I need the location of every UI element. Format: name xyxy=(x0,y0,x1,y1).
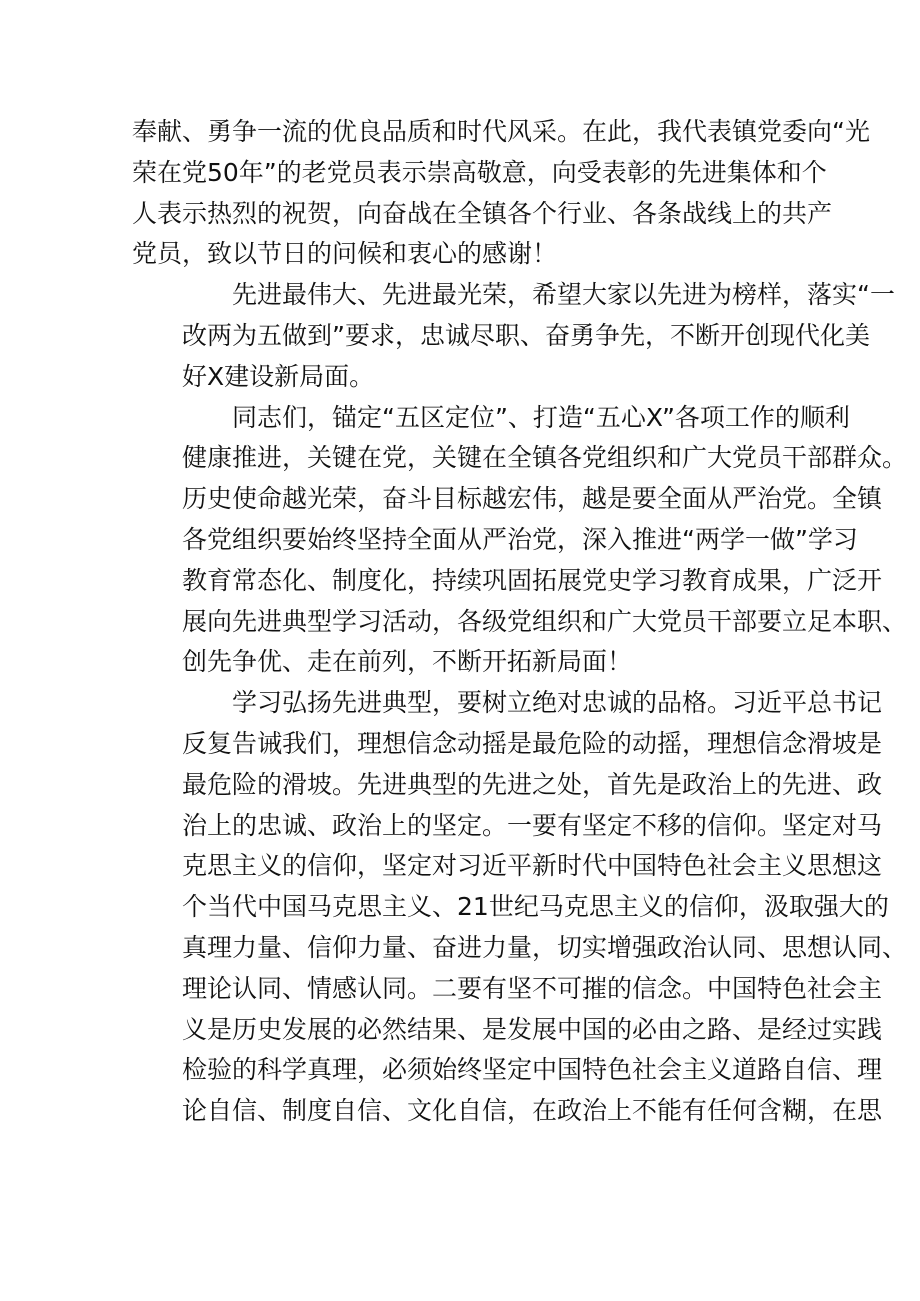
paragraph-1 xyxy=(132,112,870,275)
text-line: 论自信、制度自信、文化自信，在政治上不能有任何含糊，在思 xyxy=(182,1096,883,1126)
text-line: 反复告诫我们，理想信念动摇是最危险的动摇，理想信念滑坡是 xyxy=(182,728,883,758)
text-line: 学习弘扬先进典型，要树立绝对忠诚的品格。习近平总书记 xyxy=(232,688,883,718)
text-line: 同志们，锚定“五区定位”、打造“五心X”各项工作的顺利 xyxy=(232,402,850,432)
text-line: 健康推进，关键在党，关键在全镇各党组织和广大党员干部群众。 xyxy=(182,443,908,473)
text-line: 教育常态化、制度化，持续巩固拓展党史学习教育成果，广泛开 xyxy=(182,565,883,595)
text-line: 理论认同、情感认同。二要有坚不可摧的信念。中国特色社会主 xyxy=(182,973,883,1003)
text-line: 党员，致以节日的问候和衷心的感谢！ xyxy=(132,239,558,269)
document-body xyxy=(132,112,908,1132)
text-line: 个当代中国马克思主义、21世纪马克思主义的信仰，汲取强大的 xyxy=(182,892,889,922)
text-line: 先进最伟大、先进最光荣，希望大家以先进为榜样，落实“一 xyxy=(232,280,895,310)
text-line: 人表示热烈的祝贺，向奋战在全镇各个行业、各条战线上的共产 xyxy=(132,198,833,228)
text-line: 改两为五做到”要求，忠诚尽职、奋勇争先，不断开创现代化美 xyxy=(182,320,870,350)
text-line: 奉献、勇争一流的优良品质和时代风采。在此，我代表镇党委向“光 xyxy=(132,117,870,146)
text-line: 真理力量、信仰力量、奋进力量，切实增强政治认同、思想认同、 xyxy=(182,932,908,962)
paragraph-2 xyxy=(132,275,895,397)
paragraph-4 xyxy=(132,683,908,1132)
text-line: 治上的忠诚、政治上的坚定。一要有坚定不移的信仰。坚定对马 xyxy=(182,810,883,840)
text-line: 检验的科学真理，必须始终坚定中国特色社会主义道路自信、理 xyxy=(182,1055,883,1085)
text-line: 好X建设新局面。 xyxy=(182,361,375,391)
text-line: 义是历史发展的必然结果、是发展中国的必由之路、是经过实践 xyxy=(182,1014,883,1044)
text-line: 创先争优、走在前列，不断开拓新局面！ xyxy=(182,647,633,677)
text-line: 克思主义的信仰，坚定对习近平新时代中国特色社会主义思想这 xyxy=(182,851,883,881)
text-line: 各党组织要始终坚持全面从严治党，深入推进“两学一做”学习 xyxy=(182,524,858,554)
text-line: 荣在党50年”的老党员表示崇高敬意，向受表彰的先进集体和个 xyxy=(132,157,827,187)
paragraph-3 xyxy=(132,398,908,684)
text-line: 展向先进典型学习活动，各级党组织和广大党员干部要立足本职、 xyxy=(182,606,908,636)
text-line: 历史使命越光荣，奋斗目标越宏伟，越是要全面从严治党。全镇 xyxy=(182,484,883,514)
text-line: 最危险的滑坡。先进典型的先进之处，首先是政治上的先进、政 xyxy=(182,769,883,799)
